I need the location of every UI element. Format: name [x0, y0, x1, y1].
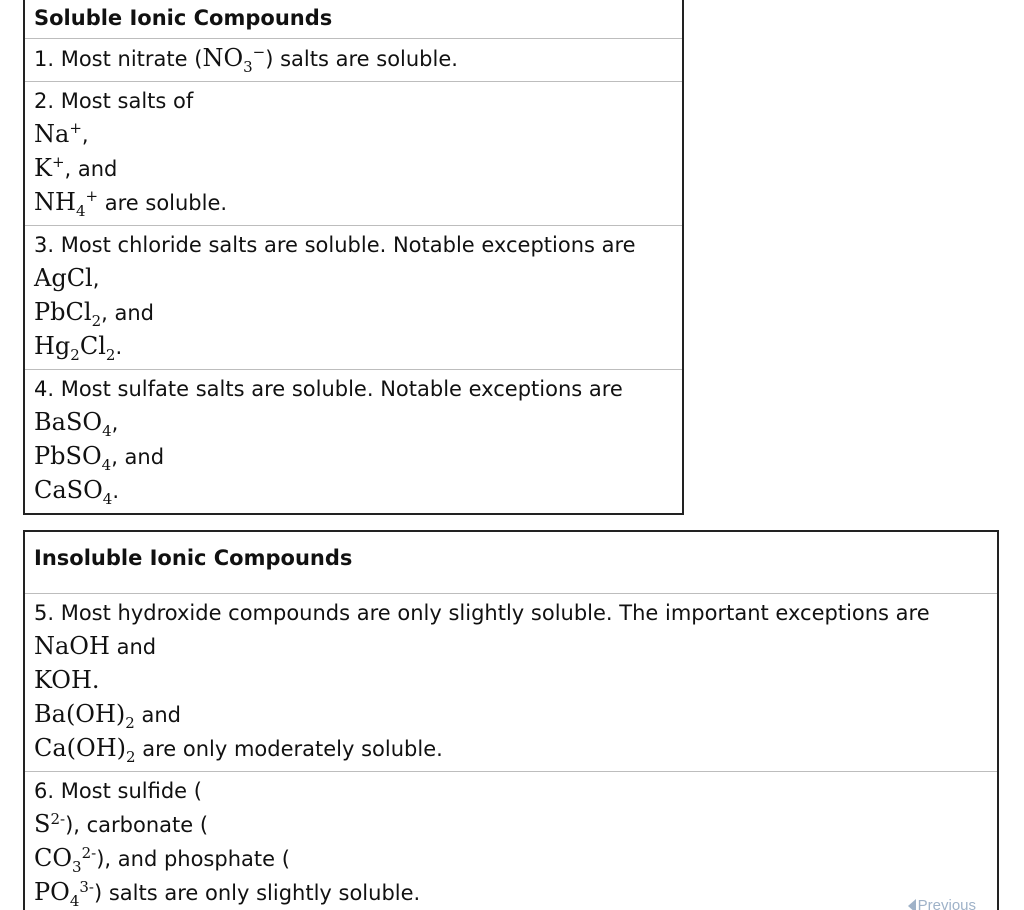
rule-text: ) salts are soluble. — [265, 47, 458, 71]
formula — [34, 844, 82, 876]
rule-text: and — [134, 703, 182, 727]
formula-base: BaSO — [34, 408, 103, 436]
rule-text: 4. Most sulfate salts are soluble. Notable exceptions are — [34, 377, 623, 401]
formula — [34, 666, 100, 694]
formula — [34, 120, 82, 148]
rule-text: . — [112, 479, 120, 503]
formula-base: CaSO — [34, 476, 103, 504]
formula-base: PbCl — [34, 298, 92, 326]
formula-base: NH — [34, 188, 76, 216]
rule-text: . — [115, 335, 123, 359]
rule-text: , and — [64, 157, 118, 181]
formula-line — [34, 186, 674, 220]
formula-superscript: 3- — [79, 878, 94, 896]
formula-subscript: 4 — [101, 455, 112, 474]
rule-text: 6. Most sulfide ( — [34, 779, 202, 803]
rule-text: are only moderately soluble. — [135, 737, 443, 761]
table-row — [24, 370, 683, 515]
formula-superscript: + — [85, 187, 99, 205]
formula-superscript: 2- — [81, 844, 97, 862]
formula-line — [34, 330, 674, 364]
formula-base: KOH. — [34, 666, 100, 694]
rule-text: ) salts are only slightly soluble. — [94, 881, 421, 905]
formula-line — [34, 664, 989, 698]
formula-base: NO — [202, 44, 244, 72]
formula-subscript: 2 — [126, 747, 136, 766]
rule-6-cell — [24, 772, 998, 910]
formula-subscript: 2 — [125, 713, 135, 732]
formula — [34, 632, 110, 660]
formula-line — [34, 406, 674, 440]
formula-superscript: + — [51, 153, 65, 171]
formula-line — [34, 474, 674, 508]
table-row — [24, 82, 683, 226]
table-row — [24, 594, 998, 772]
formula-line — [34, 698, 989, 732]
formula-superscript: 2- — [50, 810, 66, 828]
formula-line — [34, 296, 674, 330]
rule-text: are soluble. — [98, 191, 228, 215]
formula-subscript: 2 — [105, 345, 116, 364]
rule-text: ), carbonate ( — [65, 813, 209, 837]
rule-text: 1. Most nitrate ( — [34, 47, 203, 71]
formula — [34, 442, 112, 474]
formula-line — [34, 876, 989, 910]
formula — [34, 734, 136, 766]
chevron-left-icon — [908, 899, 916, 910]
formula-subscript: 4 — [69, 891, 80, 910]
formula-subscript: 4 — [75, 201, 86, 220]
rule-3-cell — [24, 226, 683, 370]
formula-line — [34, 732, 989, 766]
previous-label: Previous — [917, 897, 976, 910]
formula — [34, 700, 135, 732]
formula-subscript: 3 — [243, 57, 253, 76]
formula — [34, 810, 50, 838]
formula-line — [34, 118, 674, 152]
table-header-cell — [24, 0, 683, 39]
soluble-compounds-table — [23, 0, 684, 515]
formula-subscript: 2 — [70, 345, 80, 364]
insoluble-header: Insoluble Ionic Compounds — [34, 546, 353, 570]
rule-text: , — [111, 411, 119, 435]
rule-text: , — [81, 123, 89, 147]
formula-base: PbSO — [34, 442, 102, 470]
rule-text: 3. Most chloride salts are soluble. Notable exceptions are — [34, 233, 636, 257]
formula-line — [34, 262, 674, 296]
rule-text: 5. Most hydroxide compounds are only slightly soluble. The important exceptions are — [34, 601, 930, 625]
formula — [34, 878, 80, 910]
rule-5-cell — [24, 594, 998, 772]
table-header-cell — [24, 531, 998, 594]
table-row — [24, 226, 683, 370]
formula-subscript: 3 — [72, 857, 82, 876]
formula-superscript: + — [69, 119, 82, 137]
formula-subscript: 4 — [102, 489, 113, 508]
rule-text: , — [92, 267, 100, 291]
rule-text: , and — [111, 445, 165, 469]
formula — [34, 264, 93, 292]
formula-subscript: 2 — [91, 311, 102, 330]
rule-text: , and — [101, 301, 154, 325]
rule-text: 2. Most salts of — [34, 89, 194, 113]
formula — [34, 332, 116, 364]
formula-base: CO — [34, 844, 73, 872]
formula-line — [34, 630, 989, 664]
formula-base: NaOH — [34, 632, 110, 660]
formula-base: PO — [34, 878, 70, 906]
formula-base: Cl — [79, 332, 106, 360]
formula-base: Na — [34, 120, 70, 148]
formula-base: AgCl — [34, 264, 93, 292]
previous-button[interactable] — [908, 897, 976, 910]
formula-subscript: 4 — [102, 421, 112, 440]
formula — [34, 476, 113, 508]
formula — [34, 187, 99, 220]
rule-text: ), and phosphate ( — [96, 847, 290, 871]
formula-line — [34, 152, 674, 186]
rule-2-cell — [24, 82, 683, 226]
rule-text: and — [109, 635, 157, 659]
formula-base: K — [34, 154, 52, 182]
formula-superscript: − — [252, 43, 266, 61]
formula — [34, 408, 112, 440]
formula-base: Ba(OH) — [34, 700, 126, 728]
formula — [202, 43, 266, 76]
formula-base: Ca(OH) — [34, 734, 127, 762]
formula-base: S — [34, 810, 51, 838]
formula-line — [34, 440, 674, 474]
table-row — [24, 531, 998, 594]
formula — [34, 154, 65, 182]
formula-base: Hg — [34, 332, 71, 360]
formula-line — [34, 808, 989, 842]
insoluble-compounds-table — [23, 530, 999, 910]
table-row — [24, 0, 683, 39]
soluble-header: Soluble Ionic Compounds — [34, 6, 333, 30]
rule-1-cell — [24, 39, 683, 82]
formula — [34, 298, 102, 330]
table-row — [24, 772, 998, 910]
table-row — [24, 39, 683, 82]
formula-line — [34, 842, 989, 876]
rule-4-cell — [24, 370, 683, 515]
